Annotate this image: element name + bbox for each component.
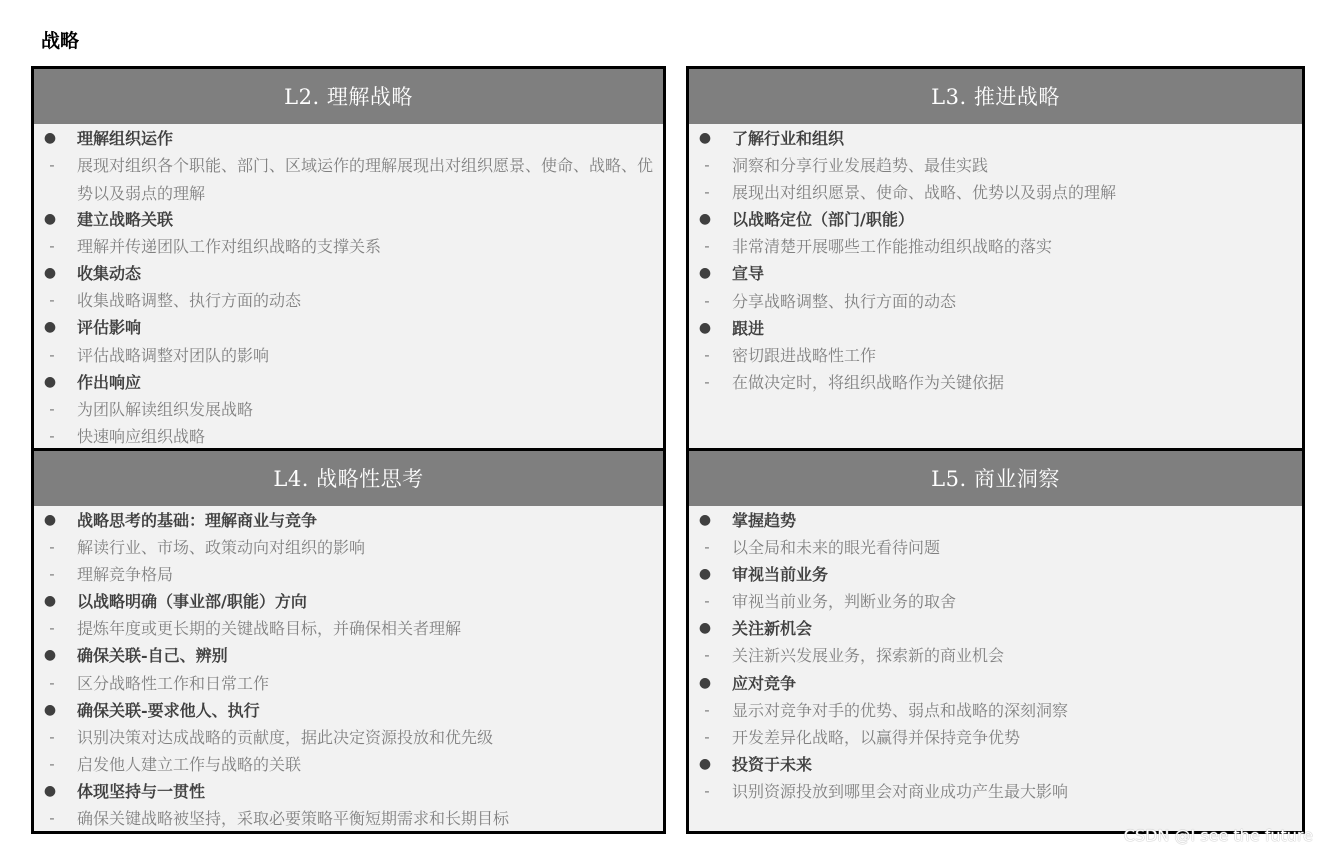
dash-item [34,561,663,588]
item-list [689,124,1302,396]
dash-icon: - [704,156,710,175]
item-text: 理解组织运作 [77,129,174,148]
bullet-icon: ● [43,647,57,664]
bullet-heading [689,206,1302,233]
dash-item [689,724,1302,751]
bullet-icon: ● [698,211,712,228]
dash-item [689,697,1302,724]
bullet-heading [34,206,663,233]
bullet-heading [34,260,663,287]
dash-item [34,751,663,778]
bullet-icon: ● [43,211,57,228]
item-text: 在做决定时，将组织战略作为关键依据 [732,372,1005,392]
item-text: 以战略明确（事业部/职能）方向 [77,592,307,612]
dash-icon: - [704,700,710,719]
bullet-icon: ● [698,755,712,772]
bullet-icon: ● [698,319,712,336]
item-text: 理解竞争格局 [77,565,174,585]
dash-icon: - [49,619,55,638]
item-text: 审视当前业务 [732,565,829,585]
dash-icon: - [49,565,55,584]
dash-item [689,288,1302,315]
dash-item [689,642,1302,669]
item-text: 快速响应组织战略 [77,426,206,446]
item-text: 关注新机会 [732,619,813,639]
item-text: 评估影响 [77,318,142,338]
bullet-heading [34,642,663,669]
watermark: CSDN @I see the future [1123,826,1313,845]
dash-icon: - [704,345,710,364]
bullet-heading [34,588,663,615]
bullet-icon: ● [698,566,712,583]
dash-icon: - [49,399,55,418]
bullet-heading [34,697,663,724]
dash-item [34,152,663,206]
bullet-icon: ● [43,265,57,282]
item-text: 提炼年度或更长期的关键战略目标，并确保相关者理解 [77,619,462,639]
dash-item [689,342,1302,369]
dash-item [34,805,663,832]
dash-item [689,179,1302,206]
bullet-heading [689,315,1302,342]
bullet-icon: ● [698,674,712,691]
item-text: 跟进 [732,318,765,338]
bullet-heading [689,260,1302,287]
bullet-icon: ● [43,319,57,336]
bullet-heading [689,751,1302,778]
dash-item [34,534,663,561]
dash-icon: - [704,372,710,391]
dash-item [34,724,663,751]
item-text: 洞察和分享行业发展趋势、最佳实践 [732,156,989,176]
item-text: 理解并传递团队工作对组织战略的支撑关系 [77,237,382,257]
dash-icon: - [49,538,55,557]
dash-icon: - [49,673,55,692]
bullet-heading [689,615,1302,642]
item-text: 应对竞争 [732,673,797,693]
dash-icon: - [49,426,55,445]
bullet-heading [34,125,663,152]
dash-item [34,396,663,423]
item-text: 投资于未来 [732,754,813,774]
item-text: 以全局和未来的眼光看待问题 [732,538,941,558]
quadrant-l5 [686,448,1305,834]
dash-icon: - [704,237,710,256]
item-text: 审视当前业务，判断业务的取舍 [732,592,957,612]
item-text: 识别资源投放到哪里会对商业成功产生最大影响 [732,781,1069,801]
dash-icon: - [49,156,55,175]
quadrant-title: L2. 理解战略 [34,69,663,124]
item-text: 关注新兴发展业务，探索新的商业机会 [732,646,1005,666]
bullet-icon: ● [698,130,712,146]
dash-item [34,287,663,314]
quadrant-title: L4. 战略性思考 [34,451,663,506]
quadrant-l4 [31,448,666,834]
item-text: 评估战略调整对团队的影响 [77,345,270,365]
item-text: 确保关键战略被坚持，采取必要策略平衡短期需求和长期目标 [77,809,510,829]
bullet-icon: ● [43,701,57,718]
item-text: 宣导 [732,264,765,284]
bullet-icon: ● [698,620,712,637]
bullet-heading [689,507,1302,534]
item-text: 了解行业和组织 [732,129,845,148]
item-text: 展现对组织各个职能、部门、区域运作的理解展现出对组织愿景、使命、战略、优势以及弱点的理解 [77,156,654,203]
dash-icon: - [704,781,710,800]
item-list [689,506,1302,805]
item-text: 建立战略关联 [77,210,174,230]
bullet-icon: ● [43,593,57,610]
dash-item [689,152,1302,179]
bullet-heading [689,561,1302,588]
bullet-icon: ● [698,512,712,528]
bullet-heading [34,314,663,341]
quadrant-title: L5. 商业洞察 [689,451,1302,506]
dash-item [34,342,663,369]
item-text: 战略思考的基础：理解商业与竞争 [77,511,318,530]
item-text: 开发差异化战略，以赢得并保持竞争优势 [732,727,1021,747]
dash-icon: - [49,237,55,256]
item-text: 区分战略性工作和日常工作 [77,673,270,693]
quadrant-l2 [31,66,666,451]
bullet-heading [34,369,663,396]
item-text: 非常清楚开展哪些工作能推动组织战略的落实 [732,237,1053,257]
item-text: 收集动态 [77,264,142,284]
dash-item [34,423,663,450]
bullet-heading [689,125,1302,152]
item-list [34,124,663,450]
bullet-icon: ● [698,265,712,282]
item-text: 掌握趋势 [732,511,797,530]
dash-icon: - [704,291,710,310]
bullet-icon: ● [43,512,57,528]
dash-icon: - [704,538,710,557]
bullet-heading [34,778,663,805]
bullet-icon: ● [43,373,57,390]
quadrant-title: L3. 推进战略 [689,69,1302,124]
item-text: 为团队解读组织发展战略 [77,399,254,419]
item-text: 以战略定位（部门/职能） [732,210,914,230]
dash-item [689,369,1302,396]
item-text: 作出响应 [77,372,142,392]
dash-item [34,615,663,642]
dash-item [689,534,1302,561]
dash-item [689,233,1302,260]
item-text: 启发他人建立工作与战略的关联 [77,754,302,774]
bullet-heading [34,507,663,534]
dash-item [689,778,1302,805]
item-text: 收集战略调整、执行方面的动态 [77,291,302,311]
bullet-icon: ● [43,130,57,146]
dash-icon: - [704,592,710,611]
dash-icon: - [49,727,55,746]
dash-icon: - [704,183,710,202]
item-text: 显示对竞争对手的优势、弱点和战略的深刻洞察 [732,700,1069,720]
dash-icon: - [704,646,710,665]
dash-icon: - [49,809,55,828]
item-text: 确保关联-要求他人、执行 [77,700,260,720]
item-list [34,506,663,832]
item-text: 体现坚持与一贯性 [77,781,206,801]
bullet-heading [689,670,1302,697]
dash-icon: - [704,727,710,746]
dash-icon: - [49,754,55,773]
quadrant-l3 [686,66,1305,451]
dash-icon: - [49,291,55,310]
item-text: 密切跟进战略性工作 [732,345,877,365]
item-text: 展现出对组织愿景、使命、战略、优势以及弱点的理解 [732,183,1117,203]
dash-item [34,670,663,697]
bullet-icon: ● [43,782,57,799]
dash-item [34,233,663,260]
item-text: 识别决策对达成战略的贡献度，据此决定资源投放和优先级 [77,727,494,747]
dash-item [689,588,1302,615]
dash-icon: - [49,345,55,364]
page-title: 战略 [41,30,80,52]
item-text: 确保关联-自己、辨别 [77,646,228,666]
item-text: 解读行业、市场、政策动向对组织的影响 [77,538,366,558]
item-text: 分享战略调整、执行方面的动态 [732,291,957,311]
